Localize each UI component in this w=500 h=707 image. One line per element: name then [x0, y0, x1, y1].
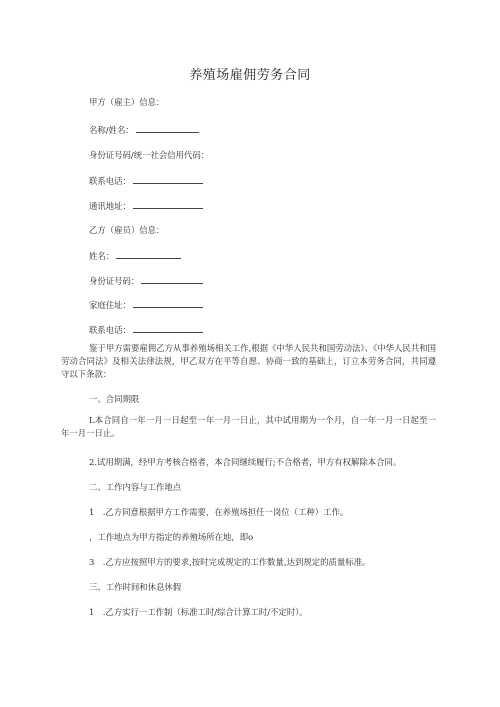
- section2-heading: 二、工作内容与工作地点: [89, 482, 182, 492]
- section3-heading: 三、工作时间和休息休假: [89, 582, 182, 592]
- section2-item1: 1 .乙方同意根据甲方工作需要，在养殖场担任一岗位（工种）工作。: [89, 507, 349, 517]
- section1-item1-text: L本合同自一年一月一日起至一年一月一日止，其中试用期为一个月，自一年一月一日起至一年一月一日止。: [61, 415, 436, 438]
- party-a-address-label: 通讯地址：: [89, 201, 131, 211]
- party-b-address-row: [89, 299, 203, 311]
- party-b-id-row: [89, 275, 203, 287]
- party-a-id-label: 身份证号码/统一社会信用代码：: [89, 150, 210, 160]
- document-title: 养殖场雇佣劳务合同: [189, 68, 311, 83]
- party-a-address-blank[interactable]: [133, 200, 203, 209]
- section1-item2: 2.试用期满，经甲方考核合格者，本合同继续履行;不合格者，甲方有权解除本合同。: [89, 457, 402, 467]
- party-a-id-row: [89, 150, 209, 161]
- party-a-address-row: [89, 200, 203, 212]
- preamble-text: 鉴于甲方需要雇佣乙方从事养殖场相关工作,根据《中华人民共和国劳动法》、《中华人民共和国劳动合同法》及相关法律法规，甲乙双方在平等自愿、协商一致的基础上，订立本劳务合同，共同遵守以下条款：: [61, 343, 436, 379]
- party-b-address-blank[interactable]: [133, 299, 203, 308]
- party-b-name-blank[interactable]: [116, 250, 181, 259]
- section1-heading: 一、合同期限: [89, 394, 140, 404]
- party-b-id-blank[interactable]: [141, 275, 203, 284]
- party-a-name-label: 名称/姓名：: [89, 125, 134, 135]
- section2-item2: ，工作地点为甲方指定的养殖场所在地，即o: [89, 532, 254, 542]
- party-a-name-blank[interactable]: [136, 124, 199, 133]
- party-b-phone-label: 联系电话：: [89, 325, 131, 335]
- party-b-name-row: [89, 250, 181, 262]
- section3-item1: 1 .乙方实行一工作制（标准工时/综合计算工时/不定时）。: [89, 607, 308, 617]
- party-b-phone-blank[interactable]: [133, 324, 203, 333]
- party-b-name-label: 姓名：: [89, 251, 115, 261]
- party-a-name-row: [89, 124, 199, 136]
- party-a-phone-row: [89, 175, 203, 187]
- preamble-paragraph: [61, 342, 436, 381]
- party-a-heading: 甲方（雇主）信息：: [89, 97, 165, 107]
- section1-item1: [61, 414, 436, 440]
- party-b-phone-row: [89, 324, 203, 336]
- party-b-address-label: 家庭住址：: [89, 300, 131, 310]
- section2-item3: 3 .乙方应按照甲方的要求,按时完成规定的工作数量,达到规定的质量标准。: [89, 557, 371, 567]
- party-b-heading: 乙方（雇员）信息：: [89, 225, 165, 235]
- party-b-id-label: 身份证号码：: [89, 276, 140, 286]
- party-a-phone-blank[interactable]: [133, 175, 203, 184]
- party-a-phone-label: 联系电话：: [89, 176, 131, 186]
